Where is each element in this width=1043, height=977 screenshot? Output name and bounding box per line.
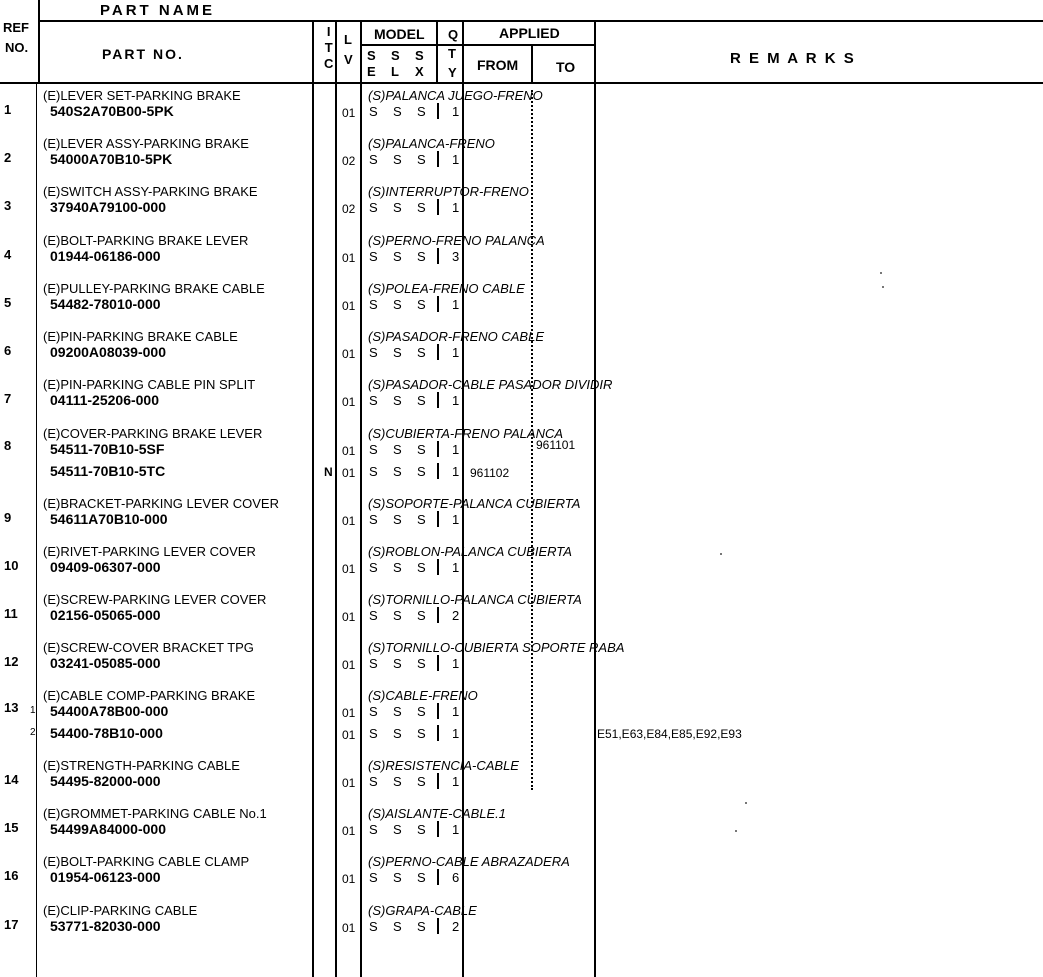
part-number: 37940A79100-000 (50, 199, 166, 215)
model-col-sl (391, 48, 415, 80)
model-flag: S (417, 870, 426, 885)
model-col-sl-2: L (391, 64, 399, 79)
col-rule-ref-body (36, 84, 37, 977)
part-name-spanish: (S)AISLANTE-CABLE.1 (368, 806, 506, 821)
model-flag: S (393, 464, 402, 479)
lv-value: 01 (342, 299, 356, 313)
scan-speck (880, 272, 882, 274)
ref-no-heading-line1: REF (3, 20, 29, 35)
qty-tick (437, 559, 439, 575)
quantity: 3 (452, 249, 460, 264)
part-name: (E)BOLT-PARKING CABLE CLAMP (43, 854, 250, 869)
quantity: 1 (452, 774, 460, 789)
scan-speck (745, 802, 747, 804)
lv-value: 01 (342, 562, 356, 576)
model-flag: S (369, 608, 378, 623)
model-flag: S (393, 726, 402, 741)
lv-value: 01 (342, 610, 356, 624)
qty-tick (437, 103, 439, 119)
part-name: (E)PIN-PARKING CABLE PIN SPLIT (43, 377, 256, 392)
model-flag: S (393, 512, 402, 527)
part-name-spanish: (S)PASADOR-CABLE PASADOR DIVIDIR (368, 377, 613, 392)
model-applicability (369, 297, 441, 312)
model-applicability (369, 104, 441, 119)
qty-tick (437, 441, 439, 457)
model-flag: S (417, 297, 426, 312)
quantity: 1 (452, 442, 460, 457)
header-top-rule (38, 20, 1043, 22)
part-name-heading: PART NAME (100, 2, 216, 19)
quantity: 1 (452, 512, 460, 527)
lv-value: 01 (342, 921, 356, 935)
part-name: (E)COVER-PARKING BRAKE LEVER (43, 426, 263, 441)
from-heading: FROM (477, 57, 519, 73)
lv-heading-l: L (344, 32, 352, 47)
itc-heading (324, 24, 333, 72)
qty-tick (437, 607, 439, 623)
lv-value: 01 (342, 824, 356, 838)
ref-number: 4 (4, 247, 12, 262)
model-flag: S (369, 704, 378, 719)
ref-number: 3 (4, 198, 12, 213)
part-number: 01944-06186-000 (50, 248, 161, 264)
ref-number: 9 (4, 510, 12, 525)
col-rule-itc-right (335, 20, 337, 977)
lv-heading-v: V (344, 52, 353, 67)
ref-number: 6 (4, 343, 12, 358)
model-flag: S (393, 608, 402, 623)
model-flag: S (369, 919, 378, 934)
model-flag: S (369, 104, 378, 119)
model-applicability (369, 345, 441, 360)
model-flag: S (417, 104, 426, 119)
lv-value: 01 (342, 466, 356, 480)
model-flag: S (369, 822, 378, 837)
model-flag: S (393, 442, 402, 457)
applied-to: 961101 (536, 438, 576, 452)
part-number: 01954-06123-000 (50, 869, 161, 885)
model-flag: S (393, 345, 402, 360)
model-flag: S (369, 345, 378, 360)
part-no-heading: PART NO. (102, 46, 184, 62)
part-number: 54482-78010-000 (50, 296, 161, 312)
model-flag: S (417, 200, 426, 215)
model-flag: S (393, 393, 402, 408)
qty-tick (437, 918, 439, 934)
model-applicability (369, 464, 441, 479)
itc-heading-t: T (324, 40, 333, 55)
qty-tick (437, 511, 439, 527)
lv-value: 02 (342, 202, 356, 216)
model-heading: MODEL (374, 26, 425, 42)
model-applicability (369, 919, 441, 934)
qty-tick (437, 821, 439, 837)
model-flag: S (393, 919, 402, 934)
ref-number: 14 (4, 772, 19, 787)
part-number: 03241-05085-000 (50, 655, 161, 671)
ref-number: 1 (4, 102, 12, 117)
quantity: 2 (452, 919, 460, 934)
model-flag: S (417, 822, 426, 837)
quantity: 1 (452, 345, 460, 360)
qty-tick (437, 344, 439, 360)
part-name-spanish: (S)PALANCA-FRENO (368, 136, 495, 151)
model-flag: S (369, 512, 378, 527)
itc-heading-c: C (324, 56, 334, 71)
part-name: (E)LEVER SET-PARKING BRAKE (43, 88, 241, 103)
part-number: 54495-82000-000 (50, 773, 161, 789)
remarks: E51,E63,E84,E85,E92,E93 (597, 727, 742, 741)
part-number: 04111-25206-000 (50, 392, 159, 408)
lv-value: 01 (342, 658, 356, 672)
model-applicability (369, 870, 441, 885)
ref-number: 16 (4, 868, 19, 883)
qty-tick (437, 392, 439, 408)
part-number: 54000A70B10-5PK (50, 151, 173, 167)
part-name: (E)PULLEY-PARKING BRAKE CABLE (43, 281, 265, 296)
lv-value: 01 (342, 706, 356, 720)
model-flag: S (369, 249, 378, 264)
ref-number: 10 (4, 558, 19, 573)
model-col-sl-1: S (391, 48, 400, 63)
model-subrule (362, 44, 596, 46)
model-flag: S (393, 249, 402, 264)
part-name: (E)BRACKET-PARKING LEVER COVER (43, 496, 279, 511)
model-flag: S (417, 393, 426, 408)
part-name: (E)PIN-PARKING BRAKE CABLE (43, 329, 238, 344)
model-flag: S (393, 297, 402, 312)
model-flag: S (369, 464, 378, 479)
quantity: 6 (452, 870, 460, 885)
part-number: 53771-82030-000 (50, 918, 161, 934)
quantity: 1 (452, 464, 460, 479)
sub-index: 2 (30, 727, 36, 738)
lv-value: 01 (342, 395, 356, 409)
model-flag: S (393, 822, 402, 837)
part-number: 09200A08039-000 (50, 344, 166, 360)
qty-tick (437, 703, 439, 719)
qty-heading (448, 25, 458, 82)
model-cols-heading (367, 48, 439, 80)
model-flag: S (417, 704, 426, 719)
scan-speck (735, 830, 737, 832)
part-name-spanish: (S)RESISTENCIA-CABLE (368, 758, 519, 773)
ref-number: 7 (4, 391, 12, 406)
qty-tick (437, 151, 439, 167)
remarks-heading: R E M A R K S (730, 50, 856, 67)
lv-value: 01 (342, 347, 356, 361)
model-flag: S (369, 560, 378, 575)
part-name-spanish: (S)TORNILLO-PALANCA CUBIERTA (368, 592, 582, 607)
col-rule-ref (38, 0, 40, 84)
model-flag: S (417, 249, 426, 264)
model-flag: S (369, 152, 378, 167)
model-flag: S (393, 656, 402, 671)
part-name: (E)SWITCH ASSY-PARKING BRAKE (43, 184, 258, 199)
model-applicability (369, 560, 441, 575)
qty-heading-y: Y (448, 65, 457, 80)
itc-heading-i: I (326, 24, 331, 39)
model-flag: S (417, 345, 426, 360)
quantity: 1 (452, 704, 460, 719)
model-flag: S (417, 608, 426, 623)
model-applicability (369, 249, 441, 264)
sub-index: 1 (30, 705, 36, 716)
lv-value: 01 (342, 776, 356, 790)
model-applicability (369, 393, 441, 408)
qty-heading-q: Q (448, 27, 459, 42)
model-flag: S (393, 560, 402, 575)
part-name-spanish: (S)TORNILLO-CUBIERTA SOPORTE RABA (368, 640, 625, 655)
model-applicability (369, 822, 441, 837)
lv-value: 01 (342, 106, 356, 120)
scan-speck (882, 286, 884, 288)
part-number: 54511-70B10-5SF (50, 441, 165, 457)
model-col-sx-2: X (415, 64, 424, 79)
model-flag: S (417, 442, 426, 457)
model-applicability (369, 152, 441, 167)
part-number: 54499A84000-000 (50, 821, 166, 837)
model-col-sx-1: S (415, 48, 424, 63)
part-name: (E)SCREW-COVER BRACKET TPG (43, 640, 254, 655)
model-flag: S (369, 656, 378, 671)
model-flag: S (393, 704, 402, 719)
part-name-spanish: (S)PERNO-FRENO PALANCA (368, 233, 545, 248)
col-rule-to-right (594, 20, 596, 977)
col-rule-itc-left (312, 20, 314, 977)
model-flag: S (417, 919, 426, 934)
part-number: 02156-05065-000 (50, 607, 161, 623)
part-number: 54400A78B00-000 (50, 703, 169, 719)
quantity: 1 (452, 393, 460, 408)
part-name: (E)CLIP-PARKING CABLE (43, 903, 198, 918)
part-number: 09409-06307-000 (50, 559, 161, 575)
model-flag: S (417, 464, 426, 479)
applied-from: 961102 (470, 466, 510, 480)
quantity: 1 (452, 152, 460, 167)
part-number: 54611A70B10-000 (50, 511, 168, 527)
quantity: 1 (452, 560, 460, 575)
applied-heading: APPLIED (499, 25, 560, 41)
lv-value: 02 (342, 154, 356, 168)
quantity: 1 (452, 656, 460, 671)
part-name-spanish: (S)CUBIERTA-FRENO PALANCA (368, 426, 564, 441)
qty-tick (437, 869, 439, 885)
ref-number: 17 (4, 917, 19, 932)
model-flag: S (393, 870, 402, 885)
part-name: (E)GROMMET-PARKING CABLE No.1 (43, 806, 267, 821)
part-name-spanish: (S)PASADOR-FRENO CABLE (368, 329, 545, 344)
col-rule-model-right (436, 20, 438, 84)
model-applicability (369, 608, 441, 623)
part-number: 54400-78B10-000 (50, 725, 163, 741)
model-col-se-1: S (367, 48, 376, 63)
model-flag: S (369, 442, 378, 457)
itc-flag: N (324, 465, 333, 479)
part-name-spanish: (S)CABLE-FRENO (368, 688, 478, 703)
qty-tick (437, 773, 439, 789)
qty-tick (437, 655, 439, 671)
qty-heading-t: T (448, 46, 456, 61)
model-flag: S (417, 656, 426, 671)
qty-tick (437, 296, 439, 312)
ref-number: 5 (4, 295, 12, 310)
model-flag: S (369, 393, 378, 408)
model-applicability (369, 656, 441, 671)
ref-number: 8 (4, 438, 12, 453)
part-name: (E)SCREW-PARKING LEVER COVER (43, 592, 267, 607)
to-heading: TO (556, 59, 576, 75)
model-flag: S (417, 774, 426, 789)
part-name-spanish: (S)GRAPA-CABLE (368, 903, 477, 918)
part-number: 540S2A70B00-5PK (50, 103, 174, 119)
qty-tick (437, 463, 439, 479)
model-flag: S (417, 152, 426, 167)
part-name: (E)STRENGTH-PARKING CABLE (43, 758, 240, 773)
col-rule-from-right (531, 44, 533, 84)
part-name-spanish: (S)POLEA-FRENO CABLE (368, 281, 525, 296)
part-number: 54511-70B10-5TC (50, 463, 166, 479)
part-name-spanish: (S)PERNO-CABLE ABRAZADERA (368, 854, 570, 869)
model-flag: S (369, 726, 378, 741)
model-flag: S (393, 104, 402, 119)
model-applicability (369, 726, 441, 741)
ref-number: 2 (4, 150, 12, 165)
ref-number: 12 (4, 654, 19, 669)
lv-heading (344, 30, 353, 70)
qty-tick (437, 248, 439, 264)
scan-speck (720, 553, 722, 555)
quantity: 2 (452, 608, 460, 623)
model-flag: S (417, 512, 426, 527)
part-name: (E)BOLT-PARKING BRAKE LEVER (43, 233, 249, 248)
lv-value: 01 (342, 728, 356, 742)
model-applicability (369, 200, 441, 215)
model-flag: S (417, 726, 426, 741)
model-flag: S (393, 152, 402, 167)
lv-value: 01 (342, 514, 356, 528)
quantity: 1 (452, 200, 460, 215)
part-name: (E)LEVER ASSY-PARKING BRAKE (43, 136, 249, 151)
model-flag: S (369, 774, 378, 789)
ref-number: 11 (4, 606, 18, 621)
col-rule-lv-right (360, 20, 362, 977)
lv-value: 01 (342, 444, 356, 458)
quantity: 1 (452, 104, 460, 119)
model-flag: S (393, 200, 402, 215)
model-flag: S (369, 297, 378, 312)
quantity: 1 (452, 726, 460, 741)
model-flag: S (369, 870, 378, 885)
quantity: 1 (452, 822, 460, 837)
model-applicability (369, 512, 441, 527)
quantity: 1 (452, 297, 460, 312)
lv-value: 01 (342, 251, 356, 265)
model-col-se-2: E (367, 64, 376, 79)
ref-number: 13 (4, 700, 19, 715)
model-applicability (369, 774, 441, 789)
model-flag: S (369, 200, 378, 215)
model-col-se (367, 48, 391, 80)
part-name-spanish: (S)ROBLON-PALANCA CUBIERTA (368, 544, 572, 559)
lv-value: 01 (342, 872, 356, 886)
part-name: (E)RIVET-PARKING LEVER COVER (43, 544, 256, 559)
model-flag: S (417, 560, 426, 575)
part-name-spanish: (S)SOPORTE-PALANCA CUBIERTA (368, 496, 581, 511)
ref-number: 15 (4, 820, 19, 835)
model-flag: S (393, 774, 402, 789)
ref-no-heading-line2: NO. (5, 40, 29, 55)
model-applicability (369, 442, 441, 457)
qty-tick (437, 725, 439, 741)
part-name-spanish: (S)PALANCA JUEGO-FRENO (368, 88, 543, 103)
qty-tick (437, 199, 439, 215)
part-name: (E)CABLE COMP-PARKING BRAKE (43, 688, 256, 703)
model-applicability (369, 704, 441, 719)
header-bottom-rule (0, 82, 1043, 84)
part-name-spanish: (S)INTERRUPTOR-FRENO (368, 184, 529, 199)
